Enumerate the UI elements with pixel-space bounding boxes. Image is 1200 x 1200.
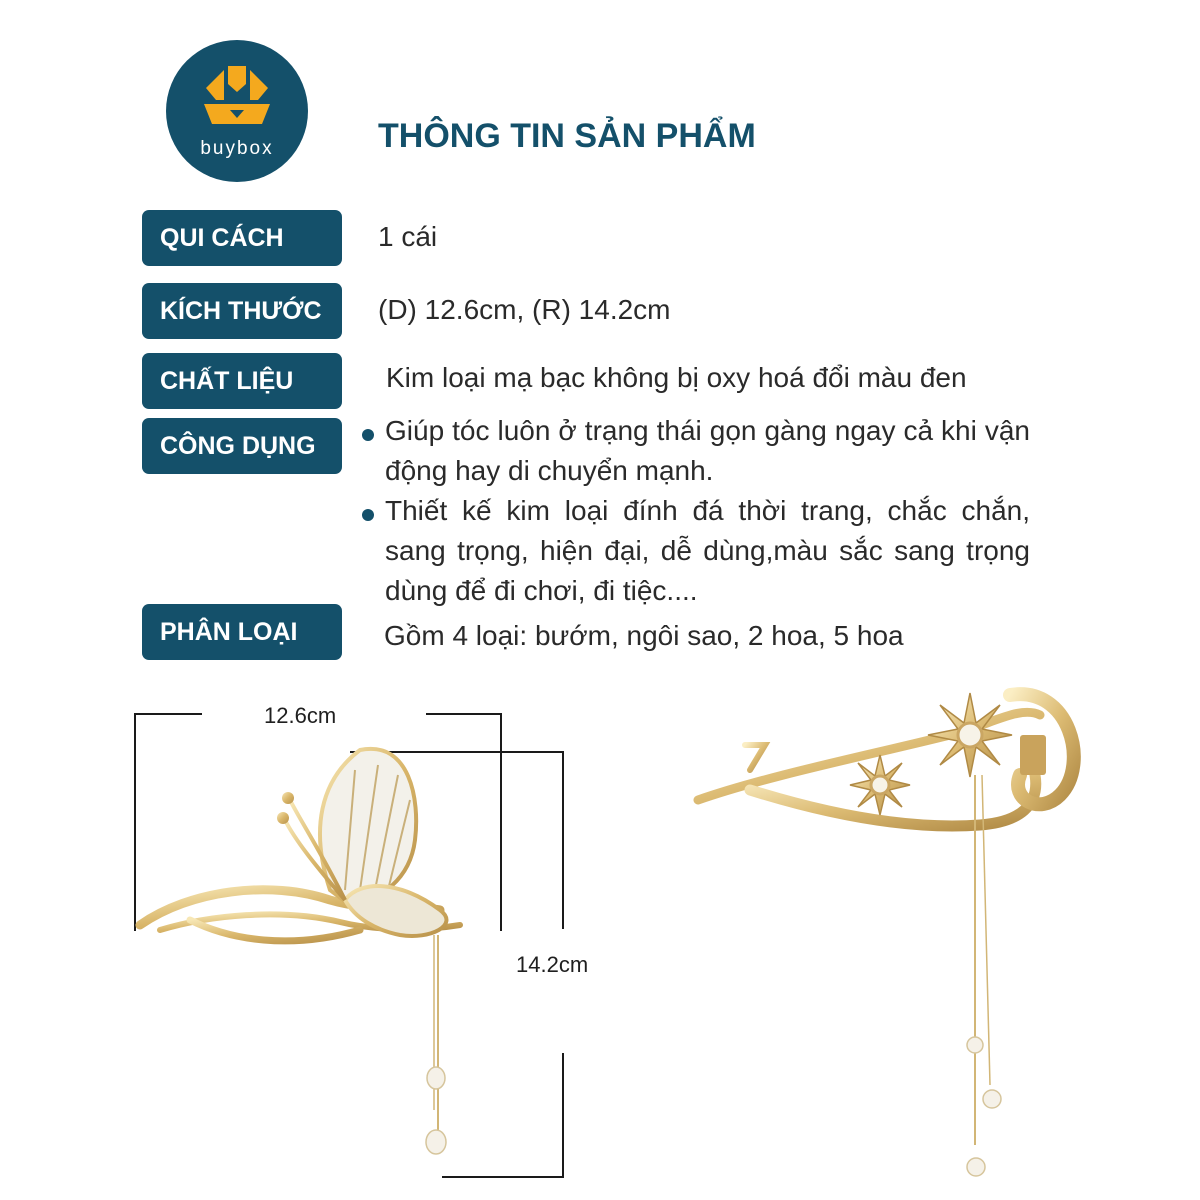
value-phan-loai: Gồm 4 loại: bướm, ngôi sao, 2 hoa, 5 hoa (384, 620, 904, 651)
brand-name: buybox (200, 138, 274, 159)
value-kich-thuoc: (D) 12.6cm, (R) 14.2cm (378, 294, 671, 325)
tag-cong-dung: CÔNG DỤNG (142, 418, 342, 474)
cong-dung-bullet-2 (356, 491, 1030, 611)
dim-line-height-lower (562, 1053, 564, 1178)
bullet-dot-icon (362, 429, 374, 441)
dim-line-height-upper (562, 751, 564, 929)
tag-phan-loai: PHÂN LOẠI (142, 604, 342, 660)
tag-qui-cach: QUI CÁCH (142, 210, 342, 266)
butterfly-hair-clip-image (130, 740, 530, 1180)
page-title: THÔNG TIN SẢN PHẨM (378, 117, 756, 155)
buybox-logo-icon (166, 40, 308, 182)
tag-kich-thuoc: KÍCH THƯỚC (142, 283, 342, 339)
height-dimension-label: 14.2cm (516, 952, 589, 977)
width-dimension-label: 12.6cm (264, 703, 337, 728)
bullet-dot-icon (362, 509, 374, 521)
flower-hair-clip-image (690, 675, 1110, 1195)
value-chat-lieu: Kim loại mạ bạc không bị oxy hoá đổi màu đen (386, 362, 967, 393)
tag-chat-lieu: CHẤT LIỆU (142, 353, 342, 409)
cong-dung-bullet-1 (356, 411, 1030, 491)
dim-line-top-right (426, 713, 502, 715)
bullet-text: Thiết kế kim loại đính đá thời trang, chắc chắn, sang trọng, hiện đại, dễ dùng,màu sắc sang trọng dùng để đi chơi, đi tiệc.... (385, 495, 1030, 606)
value-qui-cach: 1 cái (378, 221, 438, 252)
bullet-text: Giúp tóc luôn ở trạng thái gọn gàng ngay cả khi vận động hay di chuyển mạnh. (385, 415, 1030, 486)
dim-line-top-left (134, 713, 202, 715)
brand-logo (166, 40, 308, 182)
